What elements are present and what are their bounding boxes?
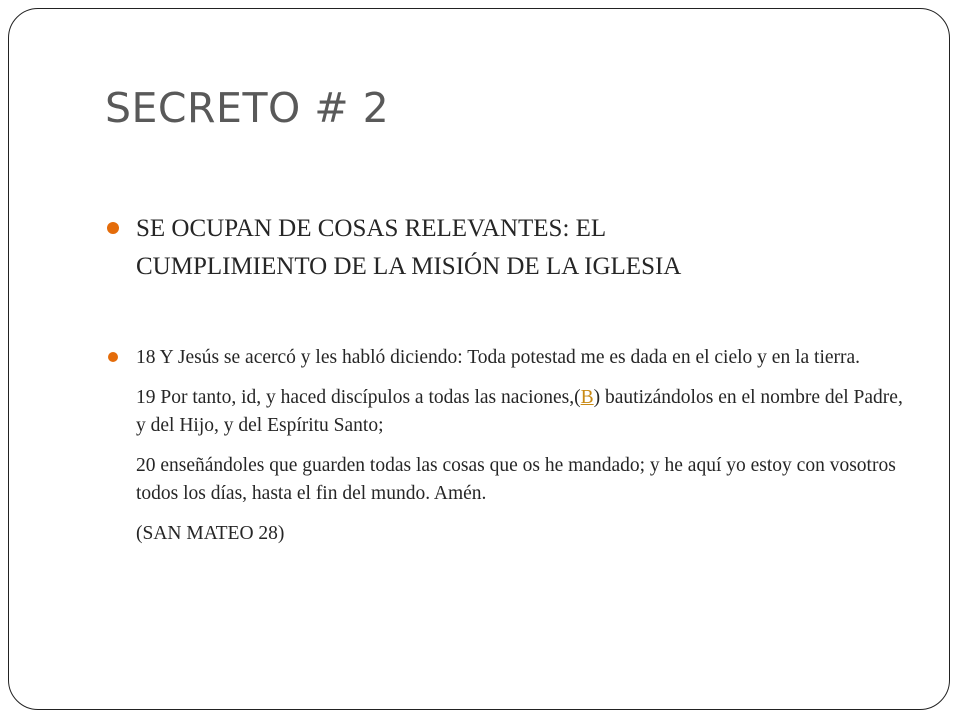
verse-18: 18 Y Jesús se acercó y les habló diciendo: Toda potestad me es dada en el cielo y en la tierra. bbox=[136, 347, 861, 368]
bullet-heading-line2: CUMPLIMIENTO DE LA MISIÓN DE LA IGLESIA bbox=[136, 253, 682, 280]
verse-19 bbox=[136, 384, 906, 440]
verse-block bbox=[136, 344, 906, 560]
verse-19-text-end: ) bautizándolos en el nombre del Padre, y del Hijo, y del Espíritu Santo; bbox=[136, 387, 903, 436]
verse-20: 20 enseñándoles que guarden todas las cosas que os he mandado; y he aquí yo estoy con vosotros todos los días, hasta el fin del mundo. Amén. bbox=[136, 455, 896, 504]
slide-title: SECRETO # 2 bbox=[105, 84, 390, 132]
scripture-reference: (SAN MATEO 28) bbox=[136, 523, 285, 544]
bullet-dot-icon bbox=[108, 352, 118, 362]
bullet-heading-line1: SE OCUPAN DE COSAS RELEVANTES: EL bbox=[136, 215, 607, 242]
bullet-dot-icon bbox=[107, 222, 119, 234]
bullet-heading bbox=[136, 210, 836, 286]
cross-reference-link[interactable]: B bbox=[580, 387, 594, 408]
verse-19-text-start: 19 Por tanto, id, y haced discípulos a todas las naciones,( bbox=[136, 387, 581, 408]
